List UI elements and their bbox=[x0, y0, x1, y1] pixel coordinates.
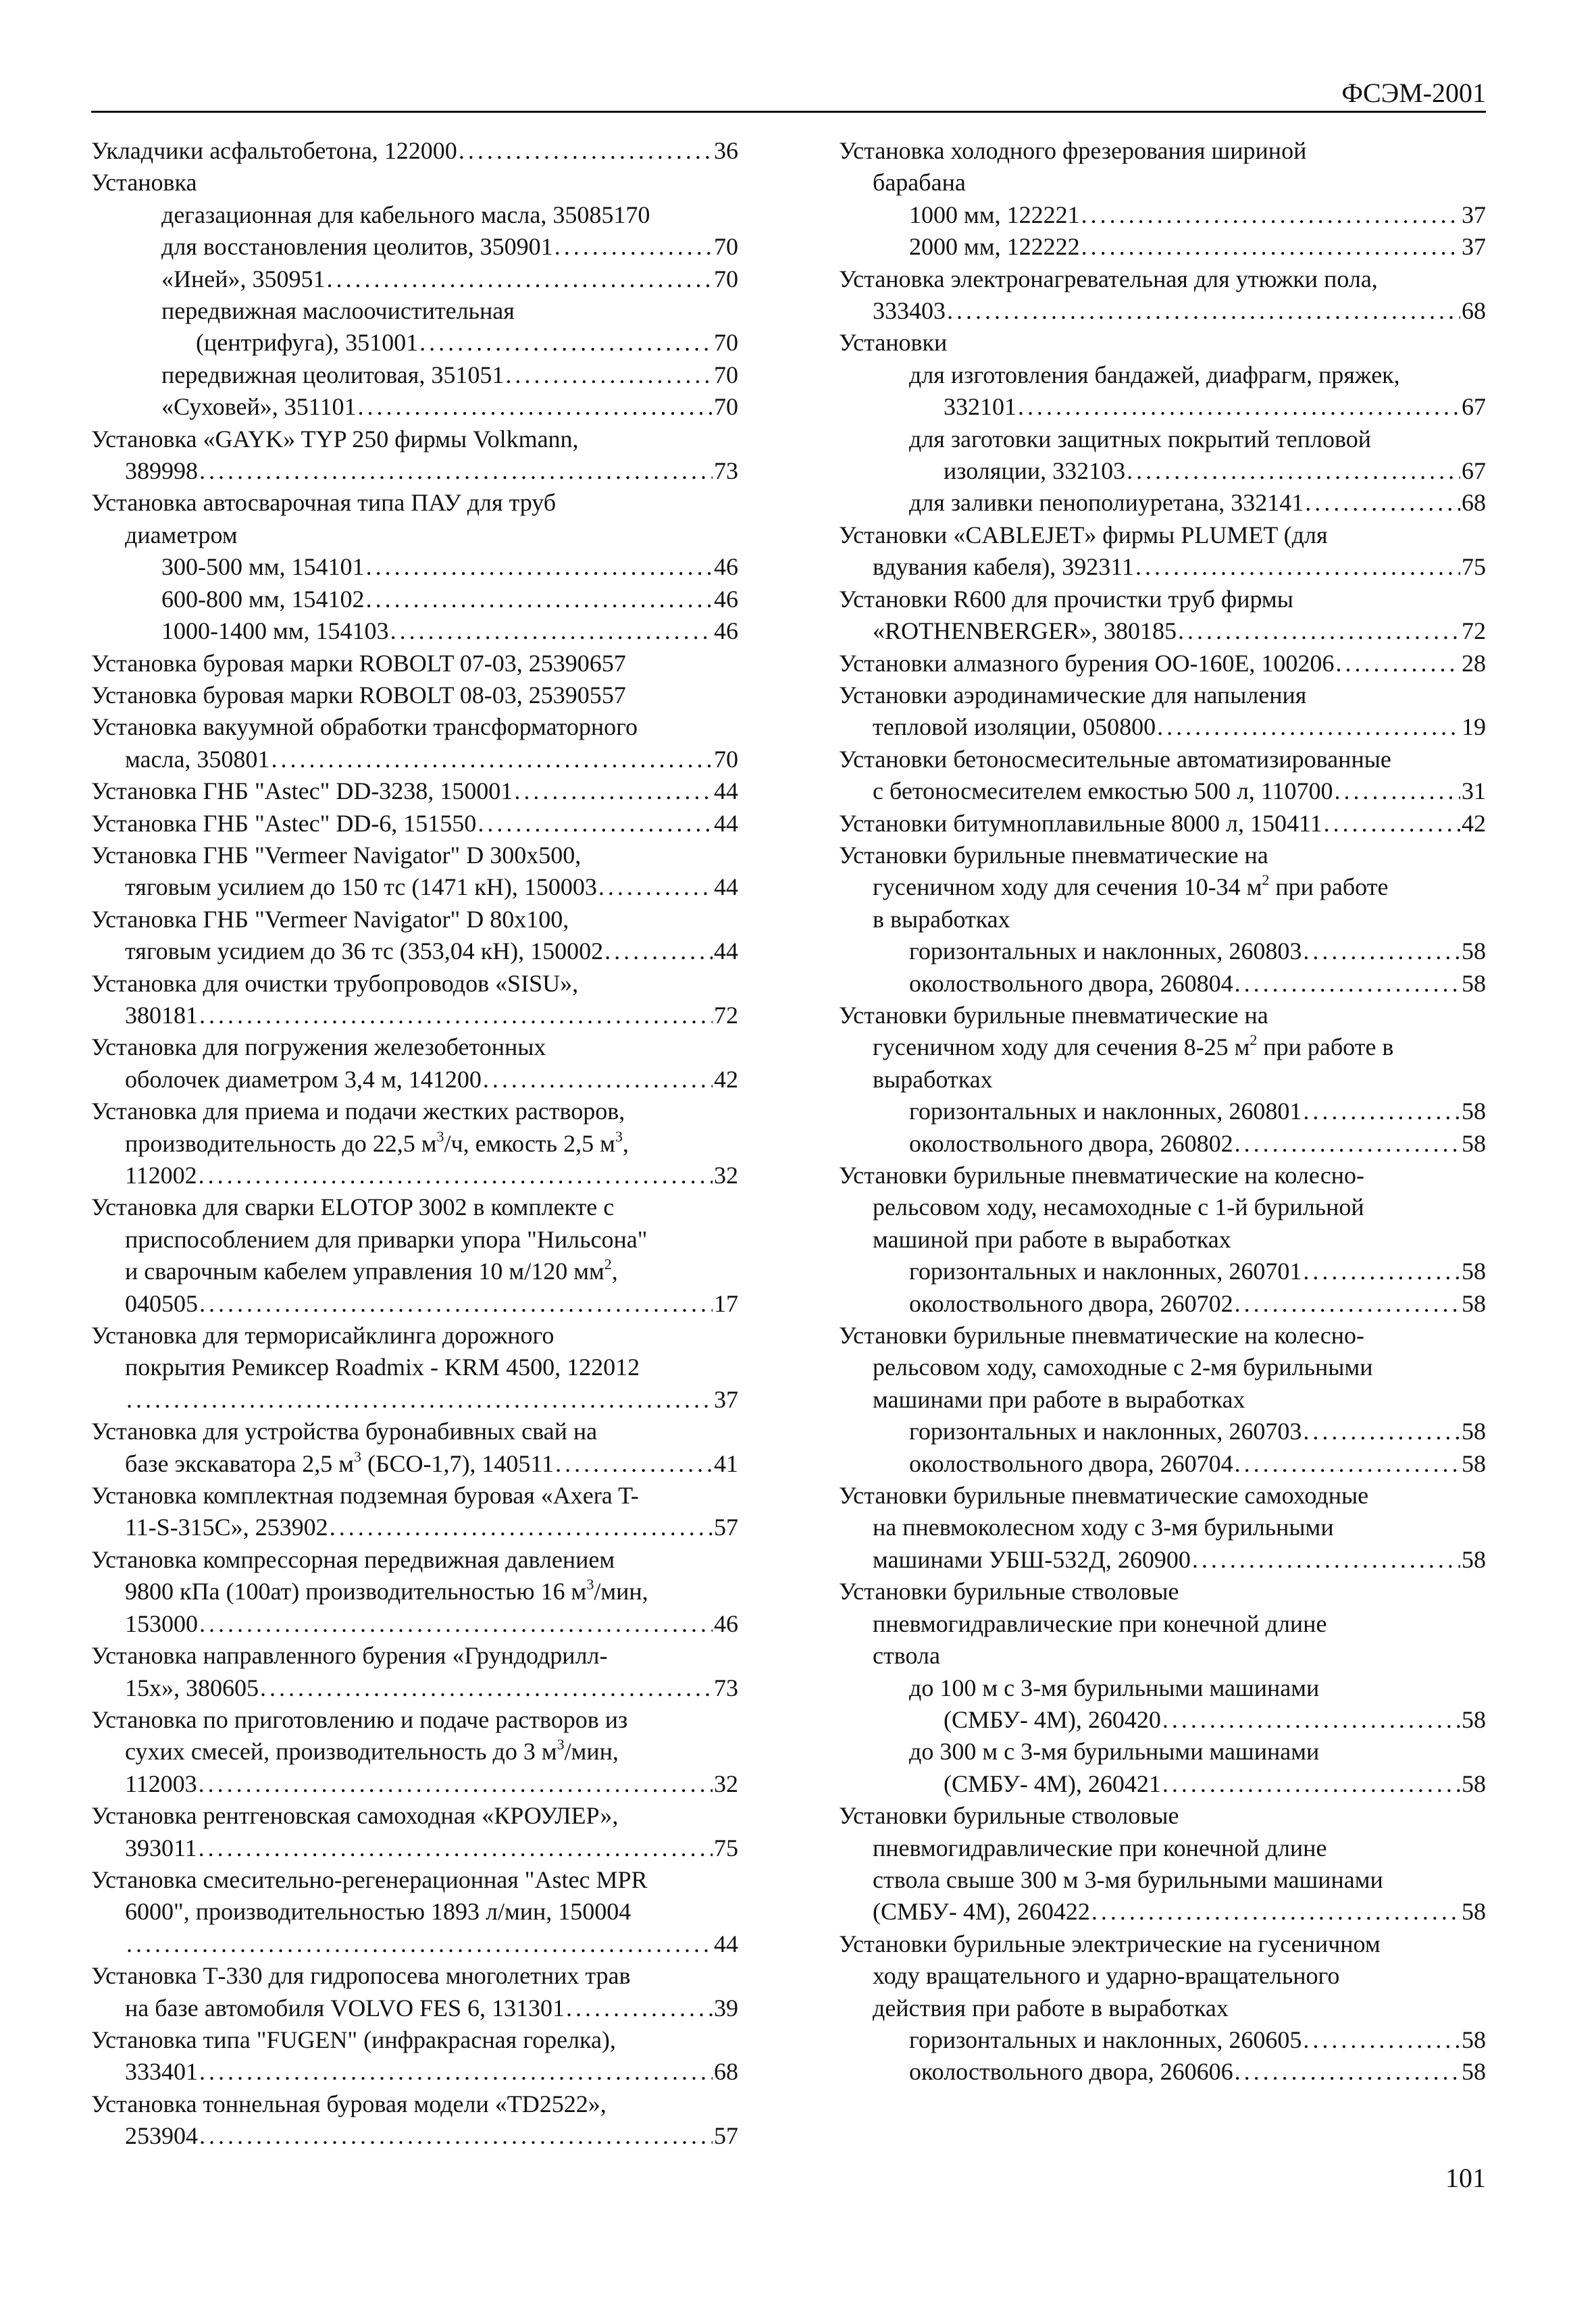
index-entry bbox=[839, 455, 1486, 487]
entry-page: 70 bbox=[714, 265, 738, 292]
dot-leader bbox=[1162, 1768, 1460, 1800]
dot-leader bbox=[1135, 551, 1460, 583]
entry-text: «ROTHENBERGER», 380185 bbox=[873, 617, 1177, 645]
dot-leader bbox=[390, 615, 713, 647]
index-entry bbox=[839, 935, 1486, 967]
index-entry: пневмогидравлические при конечной длине bbox=[873, 1834, 1327, 1861]
index-entry bbox=[91, 1448, 738, 1480]
dot-leader bbox=[199, 1288, 713, 1320]
index-entry: Установка для терморисайклинга дорожного bbox=[91, 1322, 555, 1349]
index-entry bbox=[91, 615, 738, 647]
index-entry: Установки bbox=[839, 329, 948, 357]
entry-page: 37 bbox=[714, 1385, 738, 1413]
index-entry bbox=[91, 775, 738, 807]
index-entry: Установки аэродинамические для напыления bbox=[839, 681, 1307, 709]
entry-text: 112002 bbox=[125, 1162, 197, 1189]
entry-text: Установки битумноплавильные 8000 л, 150411 bbox=[839, 809, 1322, 837]
index-entry: пневмогидравлические при конечной длине bbox=[873, 1610, 1327, 1637]
entry-text: околоствольного двора, 260802 bbox=[909, 1129, 1233, 1157]
entry-page: 58 bbox=[1462, 1898, 1486, 1926]
index-entry bbox=[91, 935, 738, 967]
index-entry bbox=[839, 1128, 1486, 1160]
entry-page: 75 bbox=[714, 1834, 738, 1861]
dot-leader bbox=[1303, 1256, 1460, 1287]
index-entry: выработках bbox=[873, 1065, 993, 1093]
index-entry bbox=[91, 1512, 738, 1543]
entry-text: 333401 bbox=[125, 2058, 198, 2086]
index-entry: Установка направленного бурения «Грундодрилл- bbox=[91, 1642, 608, 1670]
dot-leader bbox=[199, 1160, 713, 1191]
entry-page: 72 bbox=[714, 1001, 738, 1029]
entry-page: 67 bbox=[1462, 393, 1486, 421]
index-entry: Установка вакуумной обработки трансформаторного bbox=[91, 713, 638, 741]
dot-leader bbox=[1162, 1704, 1460, 1736]
entry-page: 57 bbox=[714, 1514, 738, 1541]
entry-text: 112003 bbox=[125, 1770, 197, 1797]
dot-leader bbox=[1303, 1416, 1460, 1447]
index-entry: Установки бурильные пневматические самоходные bbox=[839, 1482, 1369, 1510]
index-entry: Установка буровая марки ROBOLT 07-03, 25390657 bbox=[91, 649, 626, 677]
dot-leader bbox=[199, 2120, 713, 2152]
index-entry: машинами при работе в выработках bbox=[873, 1385, 1245, 1413]
entry-text: 600-800 мм, 154102 bbox=[161, 585, 365, 613]
entry-page: 36 bbox=[714, 137, 738, 164]
entry-page: 75 bbox=[1462, 553, 1486, 581]
index-entry bbox=[839, 1896, 1486, 1928]
dot-leader bbox=[126, 1928, 713, 1960]
dot-leader bbox=[505, 359, 713, 391]
index-entry bbox=[91, 391, 738, 423]
entry-page: 17 bbox=[714, 1289, 738, 1317]
entry-page: 73 bbox=[714, 457, 738, 485]
index-entry bbox=[839, 615, 1486, 647]
entry-text: Установка ГНБ "Astec" DD-3238, 150001 bbox=[91, 777, 513, 805]
entry-text: горизонтальных и наклонных, 260803 bbox=[909, 937, 1302, 965]
index-entry bbox=[91, 231, 738, 263]
dot-leader bbox=[199, 1608, 713, 1640]
dot-leader bbox=[199, 1768, 713, 1800]
dot-leader bbox=[1235, 1448, 1460, 1480]
entry-text: оболочек диаметром 3,4 м, 141200 bbox=[125, 1065, 482, 1093]
index-entry bbox=[839, 1544, 1486, 1576]
dot-leader bbox=[327, 263, 713, 295]
entry-page: 70 bbox=[714, 329, 738, 357]
dot-leader bbox=[357, 391, 713, 423]
entry-text: вдувания кабеля), 392311 bbox=[873, 553, 1134, 581]
index-entry: Установка ГНБ "Vermeer Navigator" D 300x500, bbox=[91, 841, 582, 869]
index-entry bbox=[91, 1000, 738, 1031]
index-entry bbox=[839, 391, 1486, 423]
index-entry bbox=[839, 1416, 1486, 1447]
index-entry: сухих смесей, производительность до 3 $м^3$/мин, bbox=[125, 1736, 619, 1766]
index-entry bbox=[91, 1768, 738, 1800]
index-entry: диаметром bbox=[125, 521, 238, 548]
index-entry: покрытия Ремиксер Roadmix - KRM 4500, 122012 bbox=[125, 1354, 640, 1381]
index-entry: и сварочным кабелем управления 10 м/120 $мм^2$, bbox=[125, 1256, 618, 1285]
entry-page: 58 bbox=[1462, 2058, 1486, 2086]
index-entry bbox=[91, 2120, 738, 2152]
dot-leader bbox=[1178, 615, 1460, 647]
entry-text: с бетоносмесителем емкостью 500 л, 110700 bbox=[873, 777, 1333, 805]
entry-text: околоствольного двора, 260606 bbox=[909, 2058, 1233, 2086]
index-entry bbox=[91, 871, 738, 903]
entry-text: базе экскаватора 2,5 $м^3$ (БСО-1,7), 140511 bbox=[125, 1447, 555, 1477]
entry-text: для заливки пенополиуретана, 332141 bbox=[909, 489, 1304, 517]
dot-leader bbox=[459, 135, 713, 167]
index-entry bbox=[91, 359, 738, 391]
entry-text: Установка ГНБ "Astec" DD-6, 151550 bbox=[91, 809, 477, 837]
entry-page: 28 bbox=[1462, 649, 1486, 677]
index-entry bbox=[839, 1288, 1486, 1320]
entry-text: 333403 bbox=[873, 297, 946, 325]
dot-leader bbox=[1192, 1544, 1460, 1576]
index-entry: Установки «CABLEJET» фирмы PLUMET (для bbox=[839, 521, 1328, 548]
entry-page: 73 bbox=[714, 1674, 738, 1701]
entry-text: «Суховей», 351101 bbox=[161, 393, 357, 421]
index-entry bbox=[839, 775, 1486, 807]
entry-page: 67 bbox=[1462, 457, 1486, 485]
entry-page: 32 bbox=[714, 1770, 738, 1797]
entry-page: 58 bbox=[1462, 1258, 1486, 1285]
entry-page: 58 bbox=[1462, 1289, 1486, 1317]
entry-text: 300-500 мм, 154101 bbox=[161, 553, 365, 581]
entry-text: (СМБУ- 4М), 260420 bbox=[944, 1705, 1161, 1733]
index-entry: Установки бурильные пневматические на bbox=[839, 841, 1268, 869]
entry-page: 58 bbox=[1462, 937, 1486, 965]
index-entry bbox=[839, 1256, 1486, 1287]
entry-page: 68 bbox=[1462, 489, 1486, 517]
entry-page: 58 bbox=[1462, 969, 1486, 997]
dot-leader bbox=[1235, 1128, 1460, 1160]
entry-text: горизонтальных и наклонных, 260801 bbox=[909, 1098, 1302, 1125]
entry-page: 46 bbox=[714, 617, 738, 645]
dot-leader bbox=[604, 935, 713, 967]
entry-page: 44 bbox=[714, 1930, 738, 1957]
dot-leader bbox=[566, 1992, 713, 2024]
entry-page: 42 bbox=[1462, 809, 1486, 837]
header-title: ФСЭМ-2001 bbox=[1341, 78, 1486, 108]
index-entry: приспособлением для приварки упора "Нильсона" bbox=[125, 1225, 648, 1253]
dot-leader bbox=[1235, 1288, 1460, 1320]
entry-text: горизонтальных и наклонных, 260605 bbox=[909, 2026, 1302, 2053]
entry-text: «Иней», 350951 bbox=[161, 265, 326, 292]
dot-leader bbox=[271, 744, 713, 775]
entry-text: тяговым усилием до 150 тс (1471 кН), 150003 bbox=[125, 873, 597, 901]
index-entry: до 100 м с 3-мя бурильными машинами bbox=[909, 1674, 1320, 1701]
index-entry bbox=[91, 263, 738, 295]
entry-text: масла, 350801 bbox=[125, 745, 270, 773]
entry-text: 040505 bbox=[125, 1289, 198, 1317]
entry-page: 70 bbox=[714, 393, 738, 421]
dot-leader bbox=[199, 2056, 713, 2088]
entry-text: 389998 bbox=[125, 457, 198, 485]
index-entry bbox=[91, 1928, 738, 1960]
entry-page: 37 bbox=[1462, 233, 1486, 261]
entry-text: (центрифуга), 351001 bbox=[196, 329, 419, 357]
entry-text: для восстановления цеолитов, 350901 bbox=[161, 233, 553, 261]
dot-leader bbox=[1018, 391, 1460, 423]
index-entry bbox=[839, 1768, 1486, 1800]
entry-text: околоствольного двора, 260804 bbox=[909, 969, 1233, 997]
dot-leader bbox=[1091, 1896, 1460, 1928]
dot-leader bbox=[330, 1512, 713, 1543]
entry-page: 39 bbox=[714, 1994, 738, 2022]
index-entry bbox=[839, 231, 1486, 263]
index-entry bbox=[839, 2024, 1486, 2056]
dot-leader bbox=[1235, 2056, 1460, 2088]
entry-page: 46 bbox=[714, 585, 738, 613]
index-entry bbox=[91, 455, 738, 487]
index-entry: Установка смесительно-регенерационная "Astec MPR bbox=[91, 1866, 648, 1893]
dot-leader bbox=[1157, 711, 1460, 743]
entry-page: 58 bbox=[1462, 1770, 1486, 1797]
entry-page: 46 bbox=[714, 553, 738, 581]
dot-leader bbox=[366, 551, 713, 583]
entry-text: 2000 мм, 122222 bbox=[909, 233, 1080, 261]
dot-leader bbox=[555, 231, 713, 263]
index-entry bbox=[91, 1992, 738, 2024]
index-entry: Установка «GAYK» TYP 250 фирмы Volkmann, bbox=[91, 425, 579, 453]
entry-text: горизонтальных и наклонных, 260701 bbox=[909, 1258, 1302, 1285]
entry-text: (СМБУ- 4М), 260421 bbox=[944, 1770, 1161, 1797]
dot-leader bbox=[199, 1000, 713, 1031]
index-entry: Установки R600 для прочистки труб фирмы bbox=[839, 585, 1293, 613]
index-entry: Установка Т-330 для гидропосева многолетних трав bbox=[91, 1962, 631, 1990]
index-entry: для изготовления бандажей, диафрагм, пряжек, bbox=[909, 361, 1400, 388]
entry-page: 72 bbox=[1462, 617, 1486, 645]
index-entry: Установка для очистки трубопроводов «SISU», bbox=[91, 969, 579, 997]
entry-page: 68 bbox=[1462, 297, 1486, 325]
entry-page: 19 bbox=[1462, 713, 1486, 741]
dot-leader bbox=[1335, 775, 1460, 807]
dot-leader bbox=[1303, 2024, 1460, 2056]
index-entry: Установка тоннельная буровая модели «TD2522», bbox=[91, 2090, 607, 2117]
index-entry: Установки бурильные пневматические на колесно- bbox=[839, 1162, 1365, 1189]
entry-text: 15х», 380605 bbox=[125, 1674, 259, 1701]
dot-leader bbox=[1335, 648, 1460, 679]
entry-page: 42 bbox=[714, 1065, 738, 1093]
index-entry: Установка для приема и подачи жестких растворов, bbox=[91, 1098, 625, 1125]
dot-leader bbox=[1235, 968, 1460, 1000]
entry-page: 58 bbox=[1462, 1098, 1486, 1125]
index-entry bbox=[839, 1448, 1486, 1480]
index-entry: рельсовом ходу, самоходные с 2-мя бурильными bbox=[873, 1354, 1373, 1381]
index-entry bbox=[839, 711, 1486, 743]
index-entry bbox=[839, 295, 1486, 327]
index-entry: ствола свыше 300 м 3-мя бурильными машинами bbox=[873, 1866, 1383, 1893]
entry-page: 32 bbox=[714, 1162, 738, 1189]
entry-text: 332101 bbox=[944, 393, 1016, 421]
dot-leader bbox=[199, 455, 713, 487]
entry-text: изоляции, 332103 bbox=[944, 457, 1126, 485]
index-entry: передвижная маслоочистительная bbox=[161, 297, 515, 325]
index-entry: барабана bbox=[873, 169, 966, 197]
index-entry: Установка холодного фрезерования шириной bbox=[839, 137, 1307, 164]
index-entry bbox=[91, 1832, 738, 1864]
entry-page: 37 bbox=[1462, 201, 1486, 228]
index-entry: для заготовки защитных покрытий тепловой bbox=[909, 425, 1371, 453]
index-entry bbox=[91, 744, 738, 775]
index-entry bbox=[91, 2056, 738, 2088]
index-entry bbox=[91, 1064, 738, 1096]
entry-text: Установки алмазного бурения ОО-160Е, 100206 bbox=[839, 649, 1335, 677]
index-entry: ходу вращательного и ударно-вращательного bbox=[873, 1962, 1340, 1990]
entry-page: 44 bbox=[714, 777, 738, 805]
index-entry: машиной при работе в выработках bbox=[873, 1225, 1231, 1253]
dot-leader bbox=[1324, 808, 1460, 840]
index-entry bbox=[91, 1672, 738, 1704]
entry-page: 68 bbox=[714, 2058, 738, 2086]
index-entry: Установка комплектная подземная буровая «Axera T- bbox=[91, 1482, 639, 1510]
entry-page: 58 bbox=[1462, 1705, 1486, 1733]
index-entry: Установки бурильные стволовые bbox=[839, 1578, 1179, 1605]
index-entry: ствола bbox=[873, 1642, 940, 1670]
index-entry: Установка типа "FUGEN" (инфракрасная горелка), bbox=[91, 2026, 616, 2053]
dot-leader bbox=[555, 1448, 713, 1480]
entry-text: тяговым усидием до 36 тс (353,04 кН), 150002 bbox=[125, 937, 604, 965]
entry-page: 41 bbox=[714, 1449, 738, 1477]
entry-page: 70 bbox=[714, 361, 738, 388]
entry-text: передвижная цеолитовая, 351051 bbox=[161, 361, 505, 388]
entry-text: 1000 мм, 122221 bbox=[909, 201, 1080, 228]
dot-leader bbox=[1081, 199, 1460, 231]
dot-leader bbox=[598, 871, 713, 903]
index-entry bbox=[839, 487, 1486, 519]
entry-page: 58 bbox=[1462, 1449, 1486, 1477]
entry-page: 44 bbox=[714, 873, 738, 901]
index-entry bbox=[839, 648, 1486, 679]
index-entry bbox=[91, 551, 738, 583]
dot-leader bbox=[1303, 1096, 1460, 1127]
index-entry bbox=[91, 135, 738, 167]
index-entry: Установки бурильные стволовые bbox=[839, 1802, 1179, 1830]
entry-text: на базе автомобиля VOLVO FES 6, 131301 bbox=[125, 1994, 565, 2022]
index-entry: Установки бетоносмесительные автоматизированные bbox=[839, 745, 1391, 773]
index-entry: Установки бурильные пневматические на колесно- bbox=[839, 1322, 1365, 1349]
dot-leader bbox=[199, 1832, 713, 1864]
entry-page: 70 bbox=[714, 233, 738, 261]
entry-page: 70 bbox=[714, 745, 738, 773]
entry-text: Укладчики асфальтобетона, 122000 bbox=[91, 137, 457, 164]
index-entry bbox=[839, 2056, 1486, 2088]
entry-text: околоствольного двора, 260702 bbox=[909, 1289, 1233, 1317]
index-entry: в выработках bbox=[873, 905, 1010, 933]
index-entry: Установка компрессорная передвижная давлением bbox=[91, 1545, 615, 1573]
index-entry bbox=[91, 1160, 738, 1191]
dot-leader bbox=[1303, 935, 1460, 967]
index-entry bbox=[91, 327, 738, 359]
entry-page: 58 bbox=[1462, 1418, 1486, 1445]
index-entry: рельсовом ходу, несамоходные с 1-й бурильной bbox=[873, 1193, 1364, 1221]
entry-text: околоствольного двора, 260704 bbox=[909, 1449, 1233, 1477]
index-entry: Установка электронагревательная для утюжки пола, bbox=[839, 265, 1378, 292]
dot-leader bbox=[126, 1384, 713, 1416]
page-number: 101 bbox=[1445, 2163, 1486, 2193]
entry-text: 11-S-315C», 253902 bbox=[125, 1514, 328, 1541]
entry-page: 58 bbox=[1462, 1545, 1486, 1573]
index-entry: Установка рентгеновская самоходная «КРОУЛЕР», bbox=[91, 1802, 619, 1830]
index-entry: 9800 кПа (100ат) производительностью 16 $м^3$/мин, bbox=[125, 1576, 648, 1605]
index-entry bbox=[839, 199, 1486, 231]
entry-page: 46 bbox=[714, 1610, 738, 1637]
dot-leader bbox=[514, 775, 713, 807]
index-entry bbox=[839, 1704, 1486, 1736]
page-header bbox=[91, 76, 1486, 113]
index-entry: Установка для устройства буронабивных свай на bbox=[91, 1418, 598, 1445]
index-entry bbox=[91, 1608, 738, 1640]
entry-text: машинами УБШ-532Д, 260900 bbox=[873, 1545, 1191, 1573]
entry-page: 58 bbox=[1462, 2026, 1486, 2053]
index-entry: дегазационная для кабельного масла, 35085170 bbox=[161, 201, 650, 228]
index-entry: до 300 м с 3-мя бурильными машинами bbox=[909, 1738, 1320, 1766]
index-entry bbox=[839, 968, 1486, 1000]
index-entry bbox=[839, 1096, 1486, 1127]
entry-text: 380181 bbox=[125, 1001, 198, 1029]
index-entry bbox=[91, 584, 738, 615]
dot-leader bbox=[947, 295, 1460, 327]
index-entry: действия при работе в выработках bbox=[873, 1994, 1229, 2022]
index-entry: Установка bbox=[91, 169, 197, 197]
entry-text: 393011 bbox=[125, 1834, 197, 1861]
index-entry: Установка буровая марки ROBOLT 08-03, 25390557 bbox=[91, 681, 626, 709]
entry-text: 153000 bbox=[125, 1610, 198, 1637]
dot-leader bbox=[260, 1672, 713, 1704]
index-entry bbox=[91, 1288, 738, 1320]
entry-text: (СМБУ- 4М), 260422 bbox=[873, 1898, 1090, 1926]
index-entry: на пневмоколесном ходу с 3-мя бурильными bbox=[873, 1514, 1334, 1541]
index-entry bbox=[91, 1384, 738, 1416]
dot-leader bbox=[1305, 487, 1460, 519]
dot-leader bbox=[1081, 231, 1460, 263]
dot-leader bbox=[483, 1064, 713, 1096]
index-entry: производительность до 22,5 $м^3/ч$, емкость 2,5 $м^3$, bbox=[125, 1127, 629, 1157]
dot-leader bbox=[478, 808, 713, 840]
index-entry: Установки бурильные электрические на гусеничном bbox=[839, 1930, 1381, 1957]
entry-page: 44 bbox=[714, 809, 738, 837]
entry-page: 31 bbox=[1462, 777, 1486, 805]
index-entry bbox=[91, 808, 738, 840]
index-entry: гусеничном ходу для сечения 10-34 $м^2$ при работе bbox=[873, 871, 1389, 901]
index-entry bbox=[839, 551, 1486, 583]
index-column-left bbox=[91, 135, 738, 2153]
entry-page: 58 bbox=[1462, 1129, 1486, 1157]
index-entry bbox=[839, 808, 1486, 840]
index-entry: гусеничном ходу для сечения 8-25 $м^2$ при работе в bbox=[873, 1031, 1394, 1061]
index-entry: Установка для сварки ELOTOP 3002 в комплекте с bbox=[91, 1193, 615, 1221]
index-entry: 6000", производительностью 1893 л/мин, 150004 bbox=[125, 1898, 632, 1926]
dot-leader bbox=[1127, 455, 1460, 487]
entry-text: тепловой изоляции, 050800 bbox=[873, 713, 1156, 741]
index-entry: Установка автосварочная типа ПАУ для труб bbox=[91, 489, 557, 517]
index-column-right bbox=[839, 135, 1486, 2088]
entry-page: 57 bbox=[714, 2122, 738, 2150]
entry-text: 253904 bbox=[125, 2122, 198, 2150]
entry-text: горизонтальных и наклонных, 260703 bbox=[909, 1418, 1302, 1445]
index-entry: Установка ГНБ "Vermeer Navigator" D 80x100, bbox=[91, 905, 569, 933]
entry-text: 1000-1400 мм, 154103 bbox=[161, 617, 389, 645]
dot-leader bbox=[419, 327, 713, 359]
index-entry: Установка по приготовлению и подаче растворов из bbox=[91, 1705, 628, 1733]
index-entry: Установки бурильные пневматические на bbox=[839, 1001, 1268, 1029]
dot-leader bbox=[366, 584, 713, 615]
entry-page: 44 bbox=[714, 937, 738, 965]
index-entry: Установка для погружения железобетонных bbox=[91, 1033, 546, 1061]
